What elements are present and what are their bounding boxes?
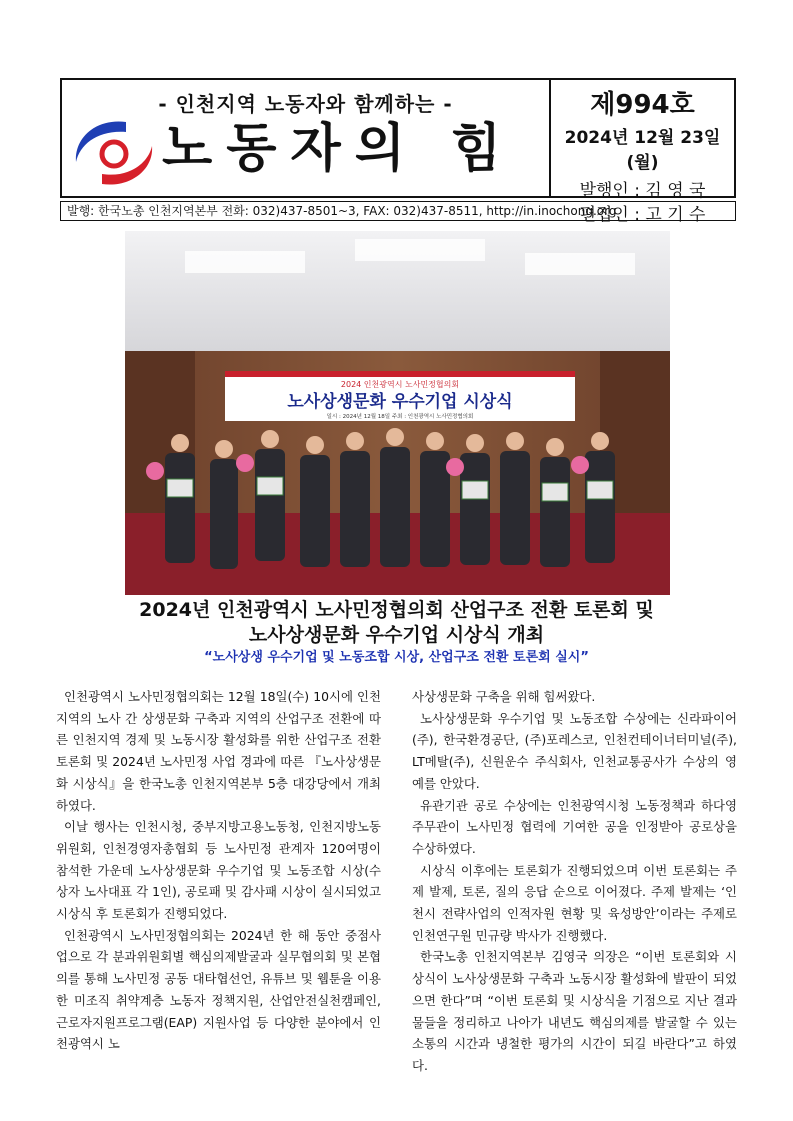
article-headline <box>0 598 793 648</box>
paragraph: 시상식 이후에는 토론회가 진행되었으며 이번 토론회는 주제 발제, 토론, 질의 응답 순으로 이어졌다. 주제 발제는 ‘인천시 전략사업의 인적자원 현황 및 육성방안’이라는 주제로 인천연구원 민규량 박사가 진행했다. <box>412 862 737 943</box>
paragraph: 인천광역시 노사민정협의회는 2024년 한 해 동안 중점사업으로 각 분과위원회별 핵심의제발굴과 실무협의회 및 본협의를 통해 노사민정 공동 대타협선언, 유튜브 및 웹툰을 이용한 미조직 취약계층 노동자 정책지원, 산업안전실천캠페인, 근로자지원프로그램(EAP) 지원사업 등 다양한 분야에서 인천광역시 노 <box>56 927 381 1052</box>
publisher: 발행인 : 김 영 국 <box>579 181 706 201</box>
issue-date: 2024년 12월 23일(월) <box>564 128 721 173</box>
masthead-title-area <box>62 80 551 196</box>
article-column-right <box>412 686 737 1077</box>
article-column-left <box>56 686 381 1055</box>
paragraph: 노사상생문화 우수기업 및 노동조합 수상에는 신라파이어(주), 한국환경공단, (주)포레스코, 인천컨테이너터미널(주), LT메탈(주), 신원운수 주식회사, 인천교통공사가 수상의 영예를 안았다. <box>412 710 737 791</box>
issue-number: 제994호 <box>590 90 695 120</box>
issue-info <box>551 80 734 225</box>
headline-line-2: 노사상생문화 우수기업 시상식 개최 <box>248 624 545 646</box>
headline-line-1: 2024년 인천광역시 노사민정협의회 산업구조 전환 토론회 및 <box>139 599 654 621</box>
publisher-contact-line: 발행: 한국노총 인천지역본부 전화: 032)437-8501~3, FAX: 032)437-8511, http://in.inochong.org <box>60 201 736 221</box>
paragraph: 사상생문화 구축을 위해 힘써왔다. <box>412 689 596 704</box>
article-subheadline: “노사상생 우수기업 및 노동조합 시상, 산업구조 전환 토론회 실시” <box>204 650 589 665</box>
banner-title-text: 노사상생문화 우수기업 시상식 <box>287 392 513 412</box>
paragraph: 인천광역시 노사민정협의회는 12월 18일(수) 10시에 인천지역의 노사 간 상생문화 구축과 지역의 산업구조 전환에 따른 인천지역 경제 및 노동시장 활성화를 위한 산업구조 전환 토론회 및 2024년 노사민정 사업 경과에 따른 『노사상생문화 시상식』을 한국노총 인천지역본부 5층 대강당에서 개최하였다. <box>56 689 381 813</box>
newspaper-name: 노동자의 힘 <box>162 119 516 179</box>
paragraph: 이날 행사는 인천시청, 중부지방고용노동청, 인천지방노동위원회, 인천경영자총협회 등 노사민정 관계자 120여명이 참석한 가운데 노사상생문화 우수기업 및 노동조합 시상(수상자 노사대표 각 1인), 공로패 및 감사패 시상이 실시되었고 시상식 후 토론회가 진행되었다. <box>56 819 381 922</box>
event-photo-illustration <box>125 231 670 595</box>
banner-top-text: 2024 인천광역시 노사민정협의회 <box>340 380 460 389</box>
banner-sub-text: 일시 : 2024년 12월 18일 주최 : 인천광역시 노사민정협의회 <box>326 414 474 420</box>
union-logo-icon <box>68 116 160 190</box>
paragraph: 유관기관 공로 수상에는 인천광역시청 노동정책과 하다영 주무관이 노사민정 협력에 기여한 공을 인정받아 공로상을 수상하였다. <box>412 797 737 856</box>
event-photo <box>125 231 670 595</box>
paragraph: 한국노총 인천지역본부 김영국 의장은 “이번 토론회와 시상식이 노사상생문화 구축과 노동시장 활성화에 발판이 되었으면 한다”며 “이번 토론회 및 시상식을 기점으로 지난 결과물들을 정리하고 나아가 내년도 핵심의제를 발굴할 수 있는 소통의 시간과 냉철한 평가의 시간이 되길 바란다”고 하였다. <box>412 949 737 1073</box>
editor: 편집인 : 고 기 수 <box>579 205 706 225</box>
slogan: - 인천지역 노동자와 함께하는 - <box>158 92 453 116</box>
